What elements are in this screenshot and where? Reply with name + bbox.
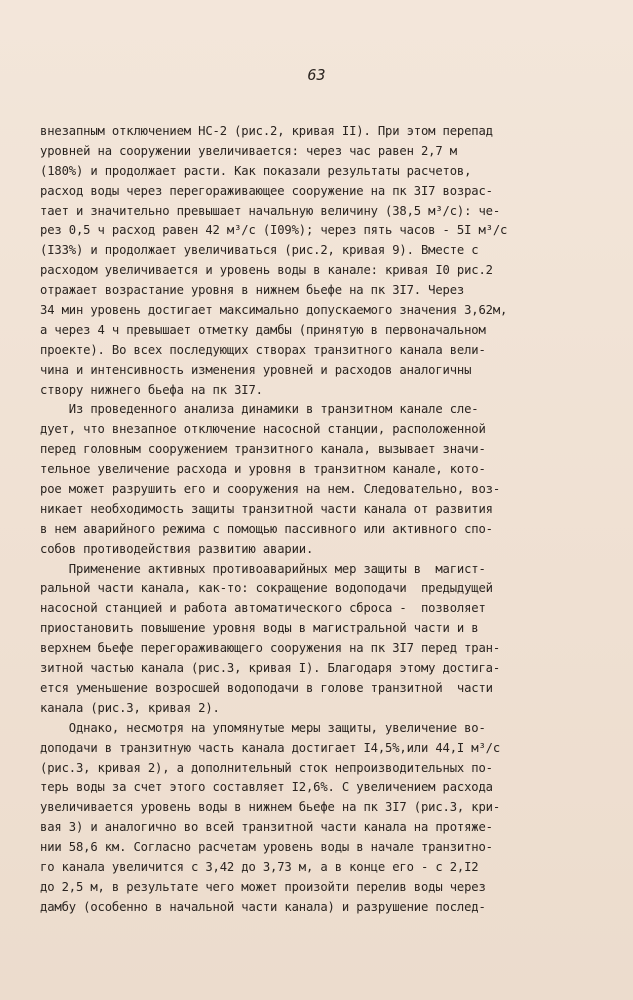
text-line: тает и значительно превышает начальную величину (38,5 м³/с): че- [40,203,500,218]
body-text [40,122,560,918]
text-line: дует, что внезапное отключение насосной станции, расположенной [40,422,486,437]
text-line: рез 0,5 ч расход равен 42 м³/с (I09%); через пять часов - 5I м³/с [40,223,508,238]
text-line: до 2,5 м, в результате чего может произойти перелив воды через [40,879,486,894]
text-line: тельное увеличение расхода и уровня в транзитном канале, кото- [40,462,486,477]
text-line: увеличивается уровень воды в нижнем бьефе на пк 3I7 (рис.3, кри- [40,800,500,815]
text-line: доподачи в транзитную часть канала достигает I4,5%,или 44,I м³/с [40,740,500,755]
text-line: 34 мин уровень достигает максимально допускаемого значения 3,62м, [40,303,508,318]
text-line: (рис.3, кривая 2), а дополнительный сток непроизводительных по- [40,760,493,775]
text-line: а через 4 ч превышает отметку дамбы (принятую в первоначальном [40,322,486,337]
text-line: насосной станцией и работа автоматического сброса - позволяет [40,601,486,616]
text-line: дамбу (особенно в начальной части канала) и разрушение послед- [40,899,486,914]
text-line: створу нижнего бьефа на пк 3I7. [40,382,263,397]
text-line: верхнем бьефе перегораживающего сооружения на пк 3I7 перед тран- [40,641,500,656]
text-line: канала (рис.3, кривая 2). [40,700,220,715]
text-line: внезапным отключением НС-2 (рис.2, кривая II). При этом перепад [40,124,493,138]
page-number: 63 [307,66,326,84]
text-line: отражает возрастание уровня в нижнем бьефе на пк 3I7. Через [40,283,465,298]
text-line: приостановить повышение уровня воды в магистральной части и в [40,621,479,636]
text-line: (I33%) и продолжает увеличиваться (рис.2, кривая 9). Вместе с [40,243,479,258]
text-line: в нем аварийного режима с помощью пассивного или активного спо- [40,521,493,536]
text-line: Применение активных противоаварийных мер защиты в магист- [40,561,486,576]
text-line: терь воды за счет этого составляет I2,6%. С увеличением расхода [40,780,493,795]
text-line: ется уменьшение возросшей водоподачи в голове транзитной части [40,680,493,695]
text-line: перед головным сооружением транзитного канала, вызывает значи- [40,442,486,457]
text-line: (180%) и продолжает расти. Как показали результаты расчетов, [40,163,472,178]
text-line: расход воды через перегораживающее сооружение на пк 3I7 возрас- [40,183,493,198]
text-line: рое может разрушить его и сооружения на нем. Следовательно, воз- [40,482,500,497]
text-line: уровней на сооружении увеличивается: через час равен 2,7 м [40,143,457,158]
text-line: Однако, несмотря на упомянутые меры защиты, увеличение во- [40,720,486,735]
text-line: го канала увеличится с 3,42 до 3,73 м, а в конце его - с 2,I2 [40,859,479,874]
text-line: вая 3) и аналогично во всей транзитной части канала на протяже- [40,820,493,835]
text-line: Из проведенного анализа динамики в транзитном канале сле- [40,402,479,417]
text-line: чина и интенсивность изменения уровней и расходов аналогичны [40,362,472,377]
text-line: нии 58,6 км. Согласно расчетам уровень воды в начале транзитно- [40,840,493,855]
text-line: проекте). Во всех последующих створах транзитного канала вели- [40,342,486,357]
text-line: никает необходимость защиты транзитной части канала от развития [40,501,493,516]
text-line: зитной частью канала (рис.3, кривая I). Благодаря этому достига- [40,661,500,676]
text-line: ральной части канала, как-то: сокращение водоподачи предыдущей [40,581,493,596]
text-line: собов противодействия развитию аварии. [40,541,314,556]
text-line: расходом увеличивается и уровень воды в канале: кривая I0 рис.2 [40,263,493,278]
